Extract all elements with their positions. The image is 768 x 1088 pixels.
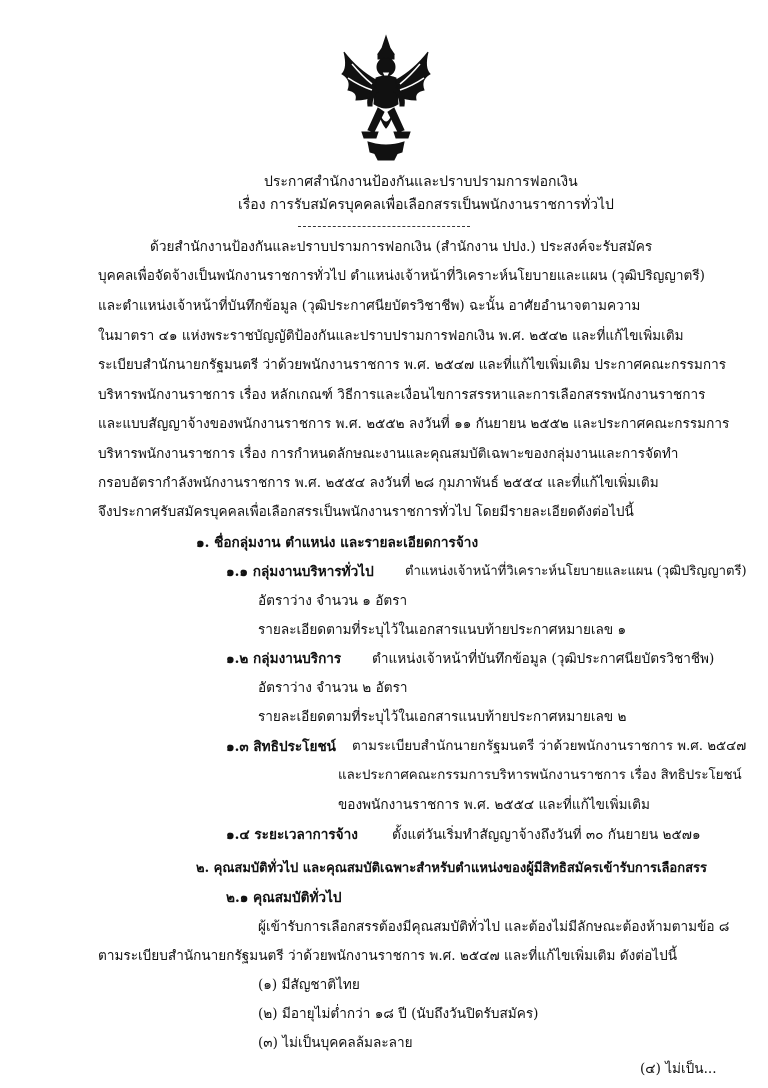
announcement-title: ประกาศสำนักงานป้องกันและปราบปรามการฟอกเงิน — [264, 174, 578, 190]
section-1-3-heading: ๑.๓ สิทธิประโยชน์ — [226, 739, 336, 755]
announcement-subject: เรื่อง การรับสมัครบุคคลเพื่อเลือกสรรเป็นพนักงานราชการทั่วไป — [238, 197, 614, 213]
section-1-1-details: รายละเอียดตามที่ระบุไว้ในเอกสารแนบท้ายประกาศหมายเลข ๑ — [258, 622, 627, 638]
intro-line-6: บริหารพนักงานราชการ เรื่อง หลักเกณฑ์ วิธีการและเงื่อนไขการสรรหาและการเลือกสรรพนักงานราชการ — [98, 387, 706, 403]
qualification-item-3: (๓) ไม่เป็นบุคคลล้มละลาย — [258, 1035, 413, 1051]
section-1-1-vacancy: อัตราว่าง จำนวน ๑ อัตรา — [258, 593, 408, 609]
section-1-2-heading: ๑.๒ กลุ่มงานบริการ — [226, 651, 342, 667]
intro-line-4: ในมาตรา ๔๑ แห่งพระราชบัญญัติป้องกันและปราบปรามการฟอกเงิน พ.ศ. ๒๕๔๒ และที่แก้ไขเพิ่มเติม — [98, 328, 684, 344]
section-1-3-line-3: ของพนักงานราชการ พ.ศ. ๒๕๕๔ และที่แก้ไขเพิ่มเติม — [338, 797, 650, 813]
section-1-4-heading: ๑.๔ ระยะเวลาการจ้าง — [226, 827, 358, 843]
intro-line-2: บุคคลเพื่อจัดจ้างเป็นพนักงานราชการทั่วไป ตำแหน่งเจ้าหน้าที่วิเคราะห์นโยบายและแผน (วุฒิปริญญาตรี) — [98, 268, 705, 284]
intro-line-5: ระเบียบสำนักนายกรัฐมนตรี ว่าด้วยพนักงานราชการ พ.ศ. ๒๕๔๗ และที่แก้ไขเพิ่มเติม ประกาศคณะกรรมการ — [98, 357, 727, 373]
section-2-1-heading: ๒.๑ คุณสมบัติทั่วไป — [226, 890, 342, 906]
intro-line-9: กรอบอัตรากำลังพนักงานราชการ พ.ศ. ๒๕๕๔ ลงวันที่ ๒๘ กุมภาพันธ์ ๒๕๕๔ และที่แก้ไขเพิ่มเติม — [98, 475, 659, 491]
intro-line-1: ด้วยสำนักงานป้องกันและปราบปรามการฟอกเงิน (สำนักงาน ปปง.) ประสงค์จะรับสมัคร — [150, 239, 653, 255]
section-1-2-vacancy: อัตราว่าง จำนวน ๒ อัตรา — [258, 680, 408, 696]
section-1-4-text: ตั้งแต่วันเริ่มทำสัญญาจ้างถึงวันที่ ๓๐ กันยายน ๒๕๗๑ — [392, 827, 701, 843]
section-2-1-para-line-1: ผู้เข้ารับการเลือกสรรต้องมีคุณสมบัติทั่วไป และต้องไม่มีลักษณะต้องห้ามตามข้อ ๘ — [258, 919, 730, 935]
intro-line-7: และแบบสัญญาจ้างของพนักงานราชการ พ.ศ. ๒๕๕๒ ลงวันที่ ๑๑ กันยายน ๒๕๕๒ และประกาศคณะกรรมการ — [98, 416, 730, 432]
section-1-1-position: ตำแหน่งเจ้าหน้าที่วิเคราะห์นโยบายและแผน (วุฒิปริญญาตรี) — [405, 564, 747, 579]
section-2-heading: ๒. คุณสมบัติทั่วไป และคุณสมบัติเฉพาะสำหรับตำแหน่งของผู้มีสิทธิสมัครเข้ารับการเลือกสรร — [196, 861, 708, 876]
section-1-2-details: รายละเอียดตามที่ระบุไว้ในเอกสารแนบท้ายประกาศหมายเลข ๒ — [258, 709, 627, 725]
qualification-item-2: (๒) มีอายุไม่ต่ำกว่า ๑๘ ปี (นับถึงวันปิดรับสมัคร) — [258, 1006, 539, 1022]
page-continuation: (๔) ไม่เป็น... — [640, 1061, 717, 1077]
intro-line-3: และตำแหน่งเจ้าหน้าที่บันทึกข้อมูล (วุฒิประกาศนียบัตรวิชาชีพ) ฉะนั้น อาศัยอำนาจตามความ — [98, 298, 641, 314]
section-1-3-line-2: และประกาศคณะกรรมการบริหารพนักงานราชการ เรื่อง สิทธิประโยชน์ — [338, 768, 742, 783]
section-2-1-para-line-2: ตามระเบียบสำนักนายกรัฐมนตรี ว่าด้วยพนักงานราชการ พ.ศ. ๒๕๔๗ และที่แก้ไขเพิ่มเติม ดังต่อไปนี้ — [98, 948, 678, 964]
section-1-1-heading: ๑.๑ กลุ่มงานบริหารทั่วไป — [226, 564, 374, 580]
garuda-emblem — [338, 34, 434, 162]
intro-line-8: บริหารพนักงานราชการ เรื่อง การกำหนดลักษณะงานและคุณสมบัติเฉพาะของกลุ่มงานและการจัดทำ — [98, 446, 679, 462]
section-1-3-line-1: ตามระเบียบสำนักนายกรัฐมนตรี ว่าด้วยพนักงานราชการ พ.ศ. ๒๕๔๗ — [352, 739, 747, 754]
intro-line-10: จึงประกาศรับสมัครบุคคลเพื่อเลือกสรรเป็นพนักงานราชการทั่วไป โดยมีรายละเอียดดังต่อไปนี้ — [98, 504, 634, 520]
qualification-item-1: (๑) มีสัญชาติไทย — [258, 977, 360, 993]
section-1-heading: ๑. ชื่อกลุ่มงาน ตำแหน่ง และรายละเอียดการจ้าง — [196, 535, 479, 551]
section-1-2-position: ตำแหน่งเจ้าหน้าที่บันทึกข้อมูล (วุฒิประกาศนียบัตรวิชาชีพ) — [372, 651, 715, 667]
header-divider — [298, 226, 470, 227]
